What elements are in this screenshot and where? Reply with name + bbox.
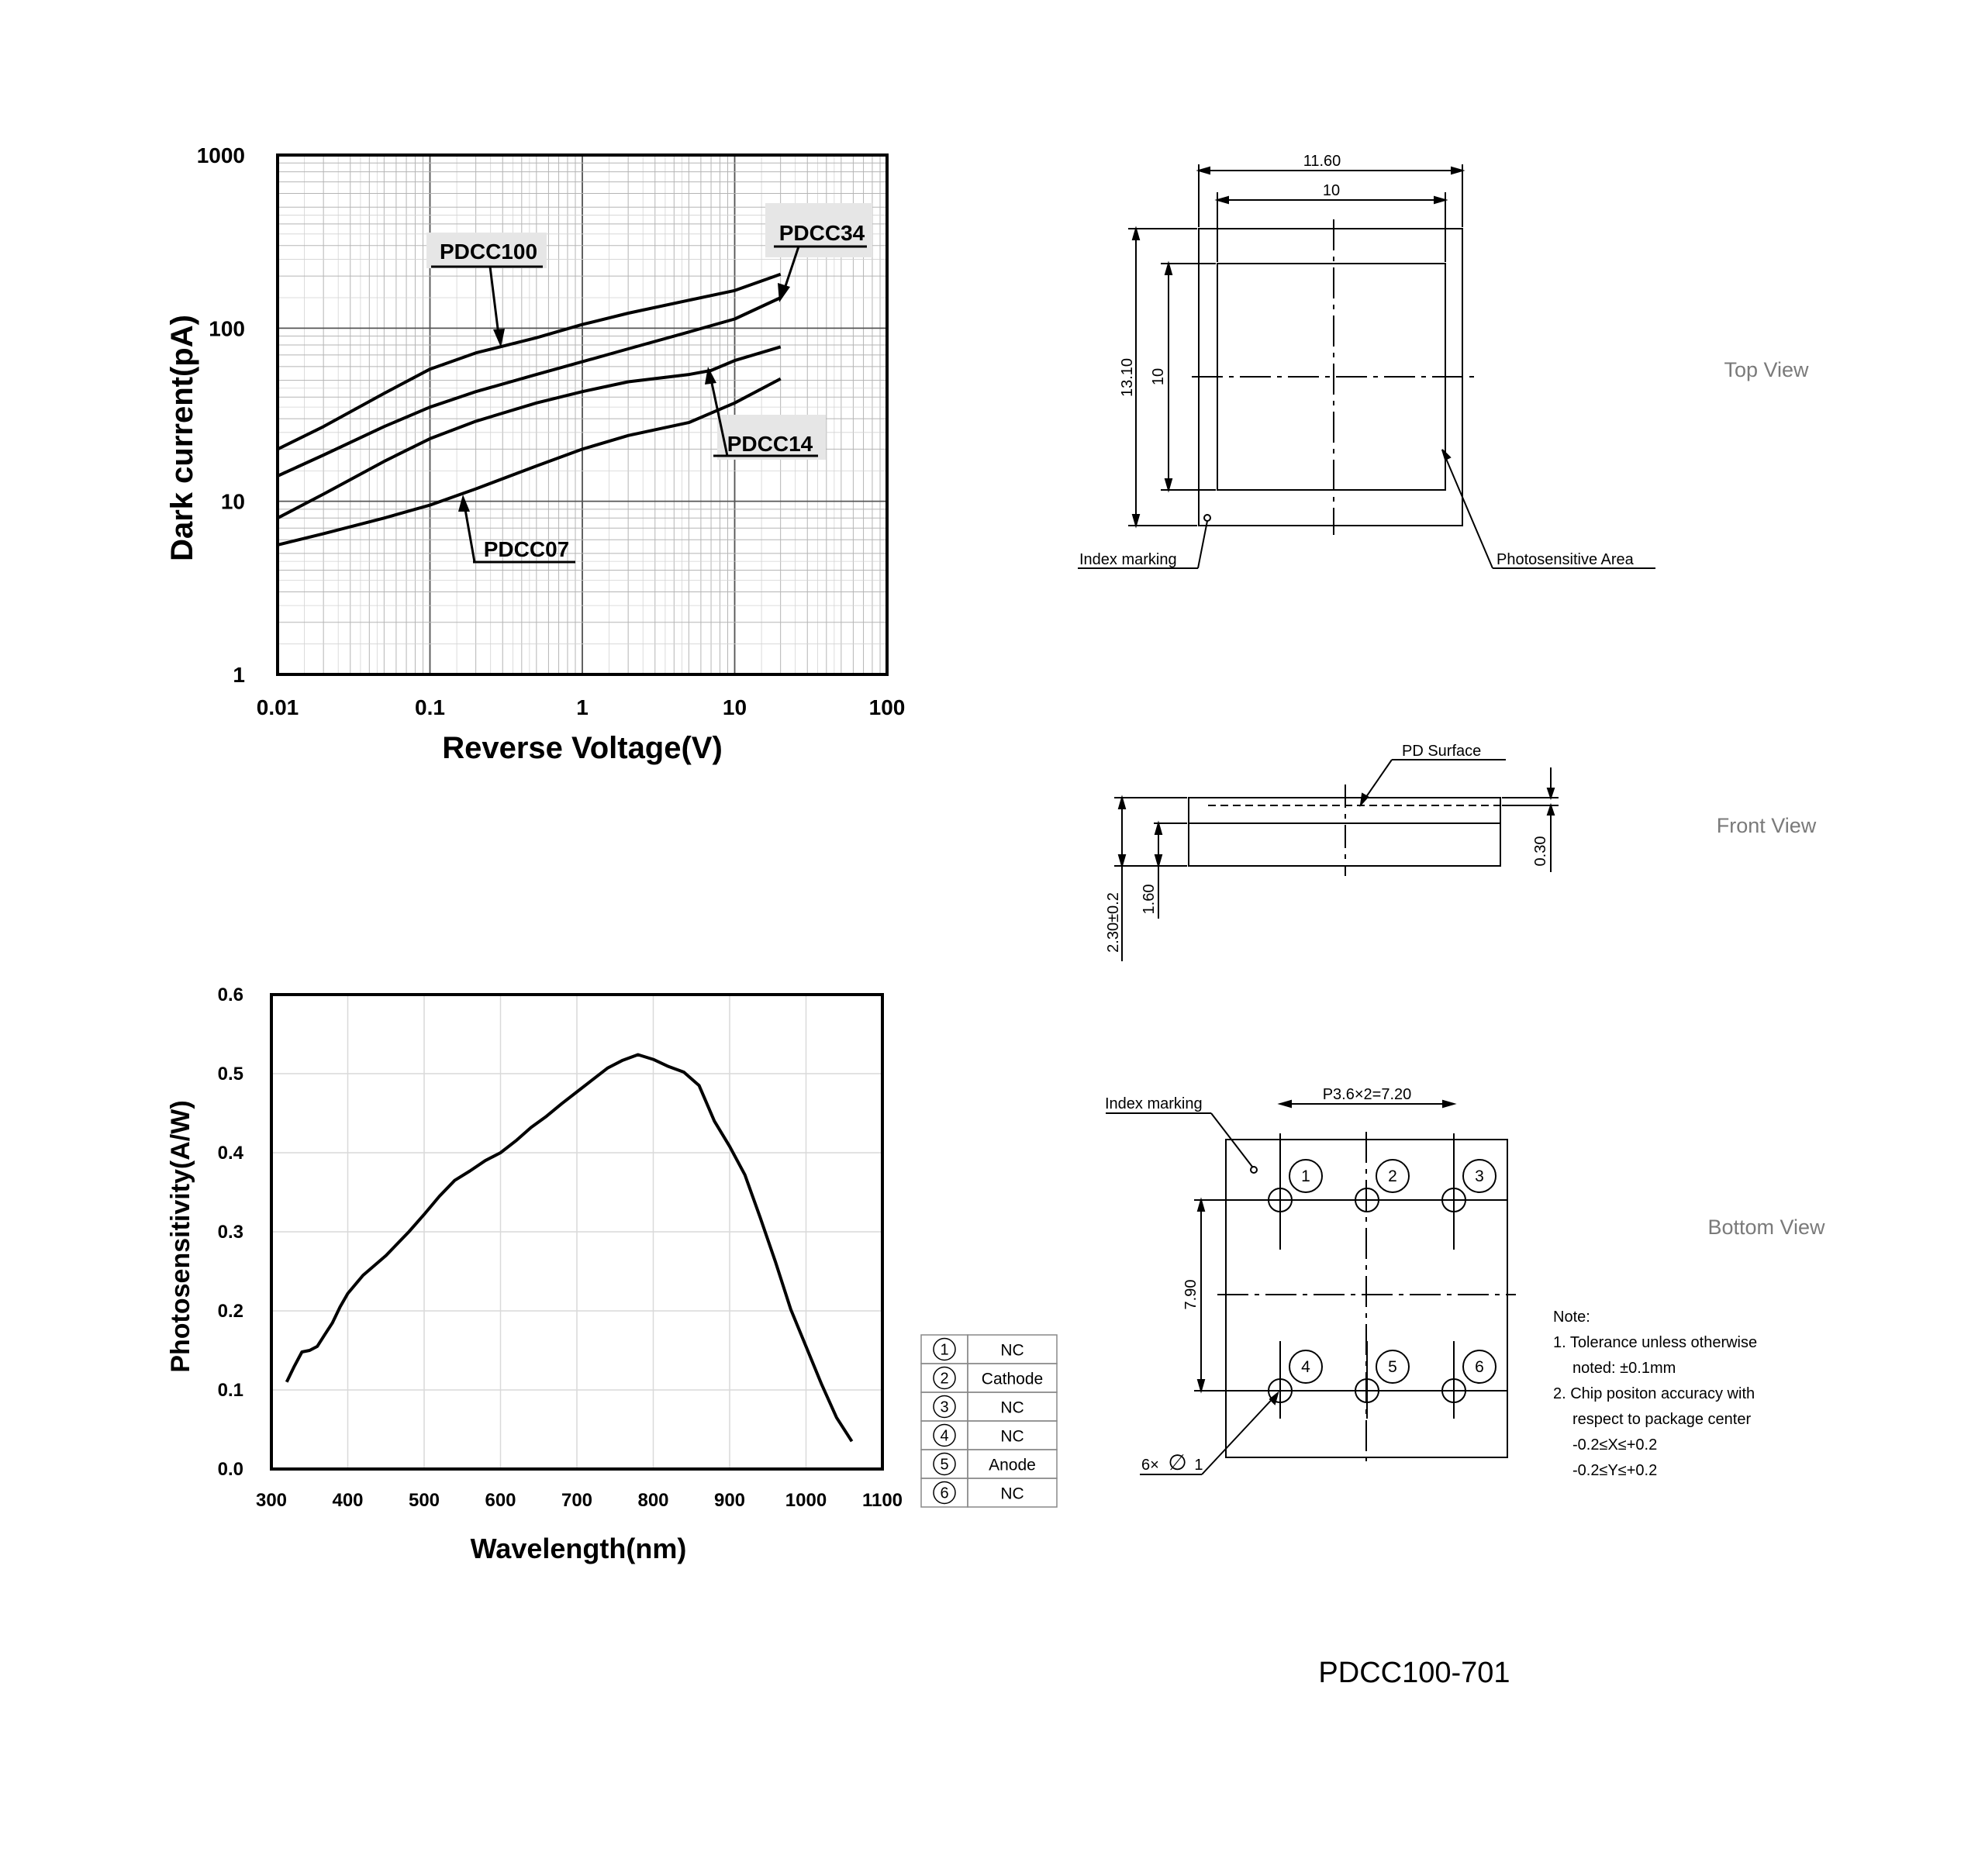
pin-number: 2 <box>1388 1167 1397 1185</box>
pin-table-row <box>921 1478 1057 1507</box>
pin-function: Anode <box>989 1456 1036 1474</box>
photosensitivity-series <box>287 1055 852 1442</box>
front-view-drawing <box>1114 760 1559 961</box>
x-tick-label: 300 <box>255 1490 288 1511</box>
notes-line: -0.2≤X≤+0.2 <box>1572 1436 1658 1454</box>
top-view-photosensitive-area-label: Photosensitive Area <box>1497 551 1634 568</box>
photosensitivity-chart <box>166 985 903 1564</box>
x-tick-label: 1 <box>576 695 589 719</box>
bottom-view-index-marking-label: Index marking <box>1105 1095 1203 1112</box>
top-view-dim-outer-height: 13.10 <box>1119 357 1136 398</box>
dark-current-series <box>278 274 781 545</box>
series-line-photosensitivity <box>287 1055 852 1442</box>
pin-function: NC <box>1000 1485 1024 1503</box>
notes-heading: Note: <box>1553 1309 1590 1326</box>
y-tick-label: 0.1 <box>217 1380 243 1401</box>
dark-current-y-axis-label: Dark current(pA) <box>165 315 199 561</box>
photosensitivity-y-axis-label: Photosensitivity(A/W) <box>166 1100 195 1373</box>
notes-line: -0.2≤Y≤+0.2 <box>1572 1462 1658 1479</box>
x-tick-label: 400 <box>332 1490 364 1511</box>
y-tick-label: 0.0 <box>217 1459 243 1480</box>
pin-number: 4 <box>940 1427 949 1445</box>
notes-line: respect to package center <box>1572 1411 1752 1428</box>
y-tick-label: 100 <box>209 316 245 341</box>
y-tick-label: 1000 <box>196 143 245 167</box>
x-tick-label: 1100 <box>861 1490 903 1511</box>
y-tick-label: 1 <box>233 663 245 687</box>
bottom-view-drawing <box>1106 1101 1516 1474</box>
hole-diameter: 1 <box>1194 1457 1203 1474</box>
bottom-view-pins <box>1269 1160 1496 1402</box>
x-tick-label: 1000 <box>785 1490 827 1511</box>
callout-pdcc34 <box>765 203 872 302</box>
front-view-dim-total: 2.30±0.2 <box>1105 892 1122 953</box>
top-view-drawing <box>1078 164 1655 568</box>
top-view-dim-inner-width: 10 <box>1322 182 1341 199</box>
pin-function: NC <box>1000 1427 1024 1446</box>
pin-table-row <box>921 1364 1057 1392</box>
pin-number: 3 <box>1475 1167 1484 1185</box>
photosensitivity-y-ticks <box>218 985 244 1480</box>
y-tick-label: 0.6 <box>217 985 243 1005</box>
hole-count: 6× <box>1141 1457 1159 1474</box>
pin-function: NC <box>1000 1341 1024 1360</box>
bottom-view-pin <box>1442 1160 1496 1212</box>
pin-assignment-table <box>921 1335 1057 1507</box>
notes-line: noted: ±0.1mm <box>1572 1360 1676 1377</box>
notes-block <box>1553 1309 1757 1479</box>
x-tick-label: 100 <box>868 695 906 719</box>
bottom-view-index-mark <box>1251 1167 1257 1173</box>
x-tick-label: 900 <box>713 1490 746 1511</box>
pin-table-row <box>921 1335 1057 1364</box>
pin-number: 5 <box>1388 1358 1397 1376</box>
top-view-index-marking-label: Index marking <box>1079 551 1177 568</box>
bottom-view-pin <box>1269 1160 1322 1212</box>
callout-pdcc100-text: PDCC100 <box>439 240 538 264</box>
top-view-index-mark <box>1204 515 1210 521</box>
top-view-dim-outer-width: 11.60 <box>1303 153 1341 170</box>
dark-current-x-axis-label: Reverse Voltage(V) <box>442 731 723 765</box>
x-tick-label: 700 <box>561 1490 593 1511</box>
part-number: PDCC100-701 <box>1318 1657 1510 1689</box>
bottom-view-pin <box>1442 1350 1496 1402</box>
x-tick-label: 0.1 <box>415 695 445 719</box>
callout-pdcc34-text: PDCC34 <box>778 221 865 245</box>
pin-number: 6 <box>1475 1358 1484 1376</box>
front-view-title: Front View <box>1716 814 1817 837</box>
notes-line: 1. Tolerance unless otherwise <box>1553 1334 1758 1351</box>
y-tick-label: 0.3 <box>217 1222 243 1243</box>
pin-number: 2 <box>940 1370 949 1388</box>
photosensitivity-x-axis-label: Wavelength(nm) <box>470 1533 687 1564</box>
pin-number: 4 <box>1301 1358 1310 1376</box>
callout-pdcc07-text: PDCC07 <box>483 537 570 561</box>
x-tick-label: 500 <box>408 1490 440 1511</box>
photosensitivity-x-ticks <box>256 1490 903 1511</box>
callout-pdcc100 <box>426 233 547 347</box>
photosensitivity-grid <box>271 995 882 1469</box>
dark-current-y-ticks <box>197 143 245 687</box>
series-line-pdcc100 <box>278 274 781 450</box>
x-tick-label: 800 <box>637 1490 669 1511</box>
pin-number: 1 <box>1301 1167 1310 1185</box>
x-tick-label: 0.01 <box>256 695 299 719</box>
bottom-view-row-spacing-label: 7.90 <box>1182 1279 1200 1310</box>
front-view-dim-window: 0.30 <box>1532 836 1549 867</box>
pin-table-row <box>921 1450 1057 1478</box>
pin-number: 6 <box>940 1485 949 1502</box>
front-view-pd-surface-label: PD Surface <box>1402 743 1482 760</box>
pin-table-row <box>921 1421 1057 1450</box>
top-view-dim-inner-height: 10 <box>1150 367 1167 386</box>
x-tick-label: 600 <box>485 1490 516 1511</box>
front-view-dim-body: 1.60 <box>1141 884 1158 915</box>
dark-current-chart <box>165 143 905 765</box>
pin-number: 5 <box>940 1456 949 1474</box>
x-tick-label: 10 <box>722 695 747 719</box>
pin-number: 3 <box>940 1398 949 1416</box>
callout-pdcc14-text: PDCC14 <box>727 432 813 456</box>
pin-function: Cathode <box>981 1370 1044 1388</box>
bottom-view-pitch-label: P3.6×2=7.20 <box>1322 1086 1412 1103</box>
pin-function: NC <box>1000 1398 1024 1417</box>
y-tick-label: 0.5 <box>217 1064 243 1085</box>
pin-number: 1 <box>940 1341 949 1359</box>
top-view-title: Top View <box>1724 358 1809 381</box>
notes-line: 2. Chip positon accuracy with <box>1553 1385 1755 1402</box>
bottom-view-title: Bottom View <box>1707 1216 1825 1239</box>
y-tick-label: 10 <box>220 489 245 514</box>
dark-current-x-ticks <box>257 695 906 719</box>
y-tick-label: 0.4 <box>217 1143 243 1164</box>
pin-table-row <box>921 1392 1057 1421</box>
bottom-view-hole-label <box>1141 1450 1203 1474</box>
y-tick-label: 0.2 <box>217 1301 243 1322</box>
diameter-symbol: ∅ <box>1168 1450 1187 1474</box>
bottom-view-pin <box>1355 1160 1409 1212</box>
bottom-view-pin <box>1355 1350 1409 1402</box>
